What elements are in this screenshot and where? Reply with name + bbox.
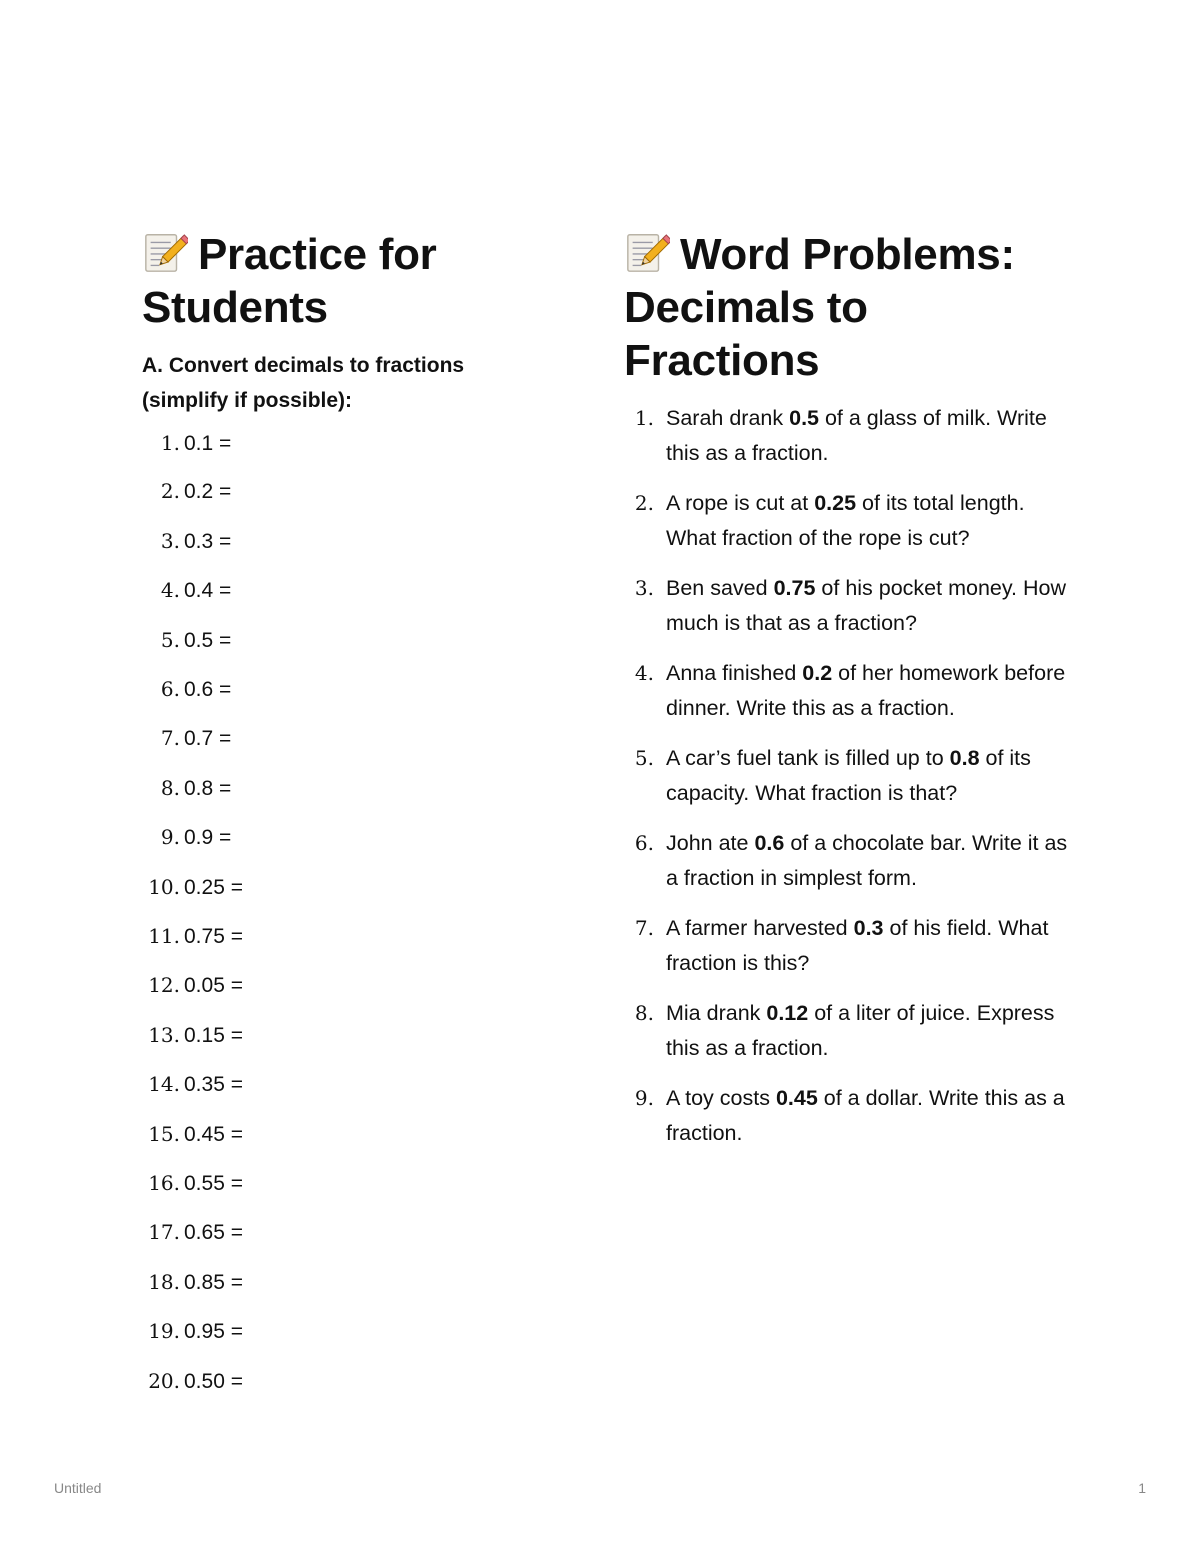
list-item: 4. 0.4 = xyxy=(160,578,232,602)
footer-page-number: 1 xyxy=(1138,1480,1146,1496)
list-item: 2. 0.2 = xyxy=(160,479,232,503)
list-item: 12. 0.05 = xyxy=(148,973,243,997)
list-item: 16. 0.55 = xyxy=(148,1171,243,1195)
list-item: 18. 0.85 = xyxy=(148,1270,243,1294)
list-item: 9. A toy costs 0.45 of a dollar. Write this as a fraction. xyxy=(634,1086,1065,1145)
list-item: 8. Mia drank 0.12 of a liter of juice. Express this as a fraction. xyxy=(634,1001,1055,1060)
list-item: 19. 0.95 = xyxy=(148,1319,243,1343)
list-item: 5. A car’s fuel tank is filled up to 0.8 of its capacity. What fraction is that? xyxy=(634,746,1031,805)
list-item: 6. 0.6 = xyxy=(160,677,232,701)
list-item: 4. Anna finished 0.2 of her homework before dinner. Write this as a fraction. xyxy=(634,661,1066,720)
list-item: 1. 0.1 = xyxy=(160,431,232,455)
list-item: 17. 0.65 = xyxy=(148,1220,243,1244)
list-item: 13. 0.15 = xyxy=(148,1023,243,1047)
practice-heading xyxy=(142,228,542,334)
list-item: 3. Ben saved 0.75 of his pocket money. How much is that as a fraction? xyxy=(634,576,1066,635)
word-problems-heading xyxy=(624,228,1069,387)
word-problems-title: Word Problems: Decimals to Fractions xyxy=(624,230,1015,385)
list-item: 8. 0.8 = xyxy=(160,776,232,800)
memo-pencil-icon xyxy=(624,229,670,275)
list-item: 15. 0.45 = xyxy=(148,1122,243,1146)
list-item: 2. A rope is cut at 0.25 of its total length. What fraction of the rope is cut? xyxy=(634,491,1025,550)
list-item: 1. Sarah drank 0.5 of a glass of milk. Write this as a fraction. xyxy=(634,406,1047,465)
list-item: 7. 0.7 = xyxy=(160,726,232,750)
list-item: 14. 0.35 = xyxy=(148,1072,243,1096)
list-item: 7. A farmer harvested 0.3 of his field. What fraction is this? xyxy=(634,916,1049,975)
list-item: 9. 0.9 = xyxy=(160,825,232,849)
exercise-instructions: A. Convert decimals to fractions (simplify if possible): xyxy=(142,354,465,412)
list-item: 3. 0.3 = xyxy=(160,529,232,553)
left-column xyxy=(142,228,542,1393)
list-item: 5. 0.5 = xyxy=(160,628,232,652)
list-item: 10. 0.25 = xyxy=(148,875,243,899)
list-item: 20. 0.50 = xyxy=(148,1369,243,1393)
right-column xyxy=(624,228,1069,1166)
list-item: 11. 0.75 = xyxy=(148,924,243,948)
practice-title: Practice for Students xyxy=(142,230,437,332)
word-problem-list xyxy=(624,401,1069,1151)
memo-pencil-icon xyxy=(142,229,188,275)
footer-doc-title: Untitled xyxy=(54,1480,102,1496)
list-item: 6. John ate 0.6 of a chocolate bar. Write it as a fraction in simplest form. xyxy=(634,831,1068,890)
